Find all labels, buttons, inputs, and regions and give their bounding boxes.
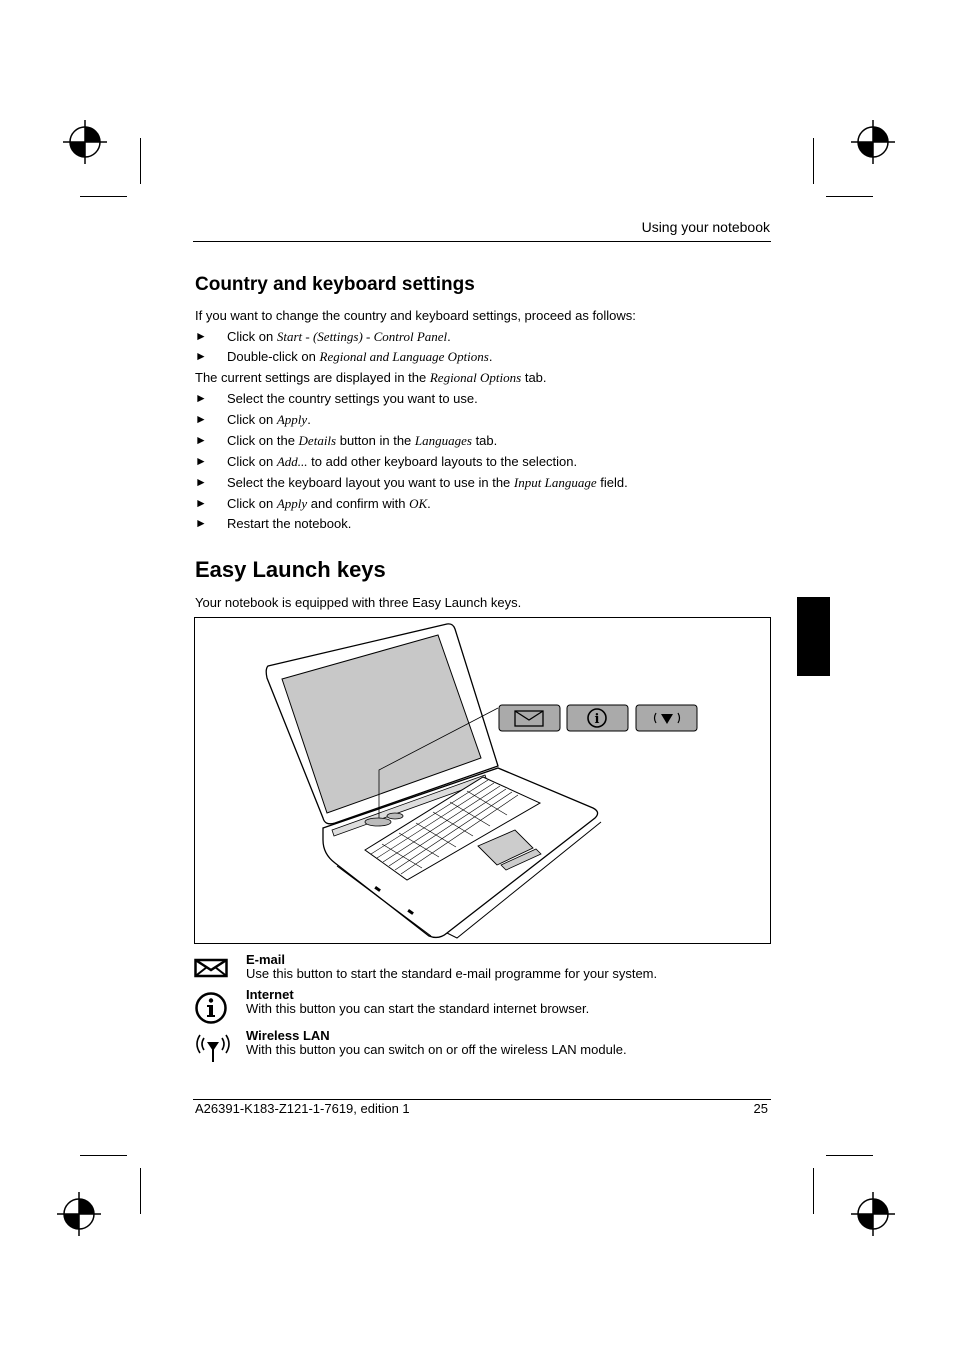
info-icon [194,991,228,1025]
section-heading-country: Country and keyboard settings [195,274,475,295]
legend-title: Internet [246,987,294,1002]
bullet-arrow-icon: ► [195,475,207,489]
crop-line [140,1168,141,1214]
crop-line [813,1168,814,1214]
legend-title: E-mail [246,952,286,967]
envelope-icon [194,957,228,979]
bullet-arrow-icon: ► [195,329,207,343]
antenna-icon [194,1031,234,1063]
legend-desc: With this button you can switch on or off the wireless LAN module. [246,1042,627,1057]
crop-line [140,138,141,184]
bullet-arrow-icon: ► [195,496,207,510]
legend-desc: Use this button to start the standard e-mail programme for your system. [246,966,658,981]
bullet-arrow-icon: ► [195,412,207,426]
bullet-arrow-icon: ► [195,516,207,530]
document-id: A26391-K183-Z121-1-7619, edition 1 [195,1101,410,1116]
thumb-tab [797,597,830,676]
registration-mark-icon [55,1190,103,1238]
page-number: 25 [753,1101,768,1116]
crop-line [80,196,127,197]
svg-text:i: i [594,712,600,727]
crop-line [813,138,814,184]
crop-line [826,1155,873,1156]
bullet-arrow-icon: ► [195,454,207,468]
bullet-arrow-icon: ► [195,391,207,405]
legend-desc: With this button you can start the standard internet browser. [246,1001,590,1016]
section-heading-easy-launch: Easy Launch keys [195,557,386,582]
bullet-arrow-icon: ► [195,349,207,363]
registration-mark-icon [849,118,897,166]
header-rule [193,241,771,242]
running-header: Using your notebook [641,219,770,235]
registration-mark-icon [61,118,109,166]
footer-rule [193,1099,771,1100]
easy-launch-intro: Your notebook is equipped with three Easy Launch keys. [195,595,522,610]
easy-launch-buttons [499,705,697,731]
current-settings-paragraph: The current settings are displayed in the Regional Options tab. [195,370,547,385]
registration-mark-icon [849,1190,897,1238]
laptop-drawing [195,618,770,943]
bullet-arrow-icon: ► [195,433,207,447]
legend-title: Wireless LAN [246,1028,330,1043]
crop-line [826,196,873,197]
crop-line [80,1155,127,1156]
notebook-illustration [194,617,771,944]
intro-paragraph: If you want to change the country and keyboard settings, proceed as follows: [195,308,636,323]
